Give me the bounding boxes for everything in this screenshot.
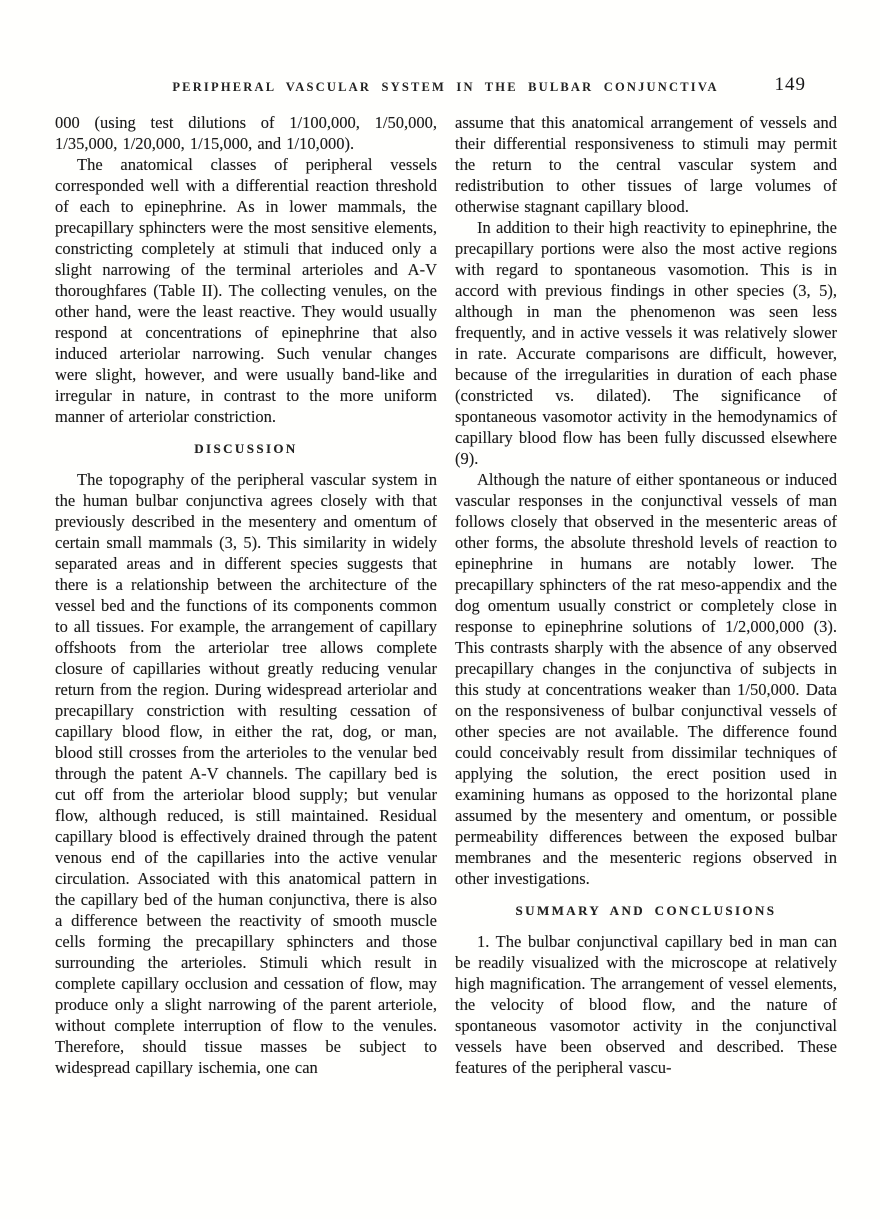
section-heading-summary: SUMMARY AND CONCLUSIONS [515, 903, 777, 918]
paragraph: The anatomical classes of peripheral vessels corresponded well with a differential reaction threshold of each to epinephrine. As in lower mammals, the precapillary sphincters were the most sensitive elements, constricting completely at stimuli that induced only a slight narrowing of the terminal arterioles and A-V thoroughfares (Table II). The collecting venules, on the other hand, were the least reactive. They would usually respond at concentrations of epinephrine that also induced arteriolar narrowing. Such venular changes were slight, however, and were usually band-like and irregular in nature, in contrast to the more uniform manner of arteriolar constriction. [55, 155, 437, 426]
two-column-text-block [55, 112, 837, 1078]
paragraph-continuation: 000 (using test dilutions of 1/100,000, 1/50,000, 1/35,000, 1/20,000, 1/15,000, and 1/10,000). [55, 113, 437, 153]
paragraph: Although the nature of either spontaneous or induced vascular responses in the conjunctival vessels of man follows closely that observed in the mesenteric areas of other forms, the absolute threshold levels of reaction to epinephrine in humans are notably lower. The precapillary sphincters of the rat meso-appendix and the dog omentum usually constrict or completely close in response to epinephrine solutions of 1/2,000,000 (3). This contrasts sharply with the absence of any observed precapillary changes in the conjunctiva of subjects in this study at concentrations weaker than 1/50,000. Data on the responsiveness of bulbar conjunctival vessels of other species are not available. The difference found could conceivably result from dissimilar techniques of applying the solution, the erect position used in examining humans as opposed to the horizontal plane assumed by the mesentery and omentum, or possible permeability differences between the exposed bulbar membranes and the mesenteric regions observed in other investigations. [455, 470, 837, 888]
right-column [455, 112, 837, 1078]
paragraph-numbered-item: 1. The bulbar conjunctival capillary bed in man can be readily visualized with the microscope at relatively high magnification. The arrangement of vessel elements, the velocity of blood flow, and the nature of spontaneous vasomotor activity in the conjunctival vessels have been observed and described. These features of the peripheral vascu- [455, 932, 837, 1077]
page-number: 149 [774, 74, 806, 95]
left-column [55, 112, 437, 1078]
paragraph: In addition to their high reactivity to epinephrine, the precapillary portions were also the most active regions with regard to spontaneous vasomotion. This is in accord with previous findings in other species (3, 5), although in man the phenomenon was seen less frequently, and in active vessels it was relatively slower in rate. Accurate comparisons are difficult, however, because of the irregularities in duration of each phase (constricted vs. dilated). The significance of spontaneous vasomotor activity in the hemodynamics of capillary blood flow has been fully discussed elsewhere (9). [455, 218, 837, 468]
paragraph-continuation: assume that this anatomical arrangement of vessels and their differential responsiveness to stimuli may permit the return to the central vascular system and redistribution to other tissues of large volumes of otherwise stagnant capillary blood. [455, 113, 837, 216]
paragraph: The topography of the peripheral vascular system in the human bulbar conjunctiva agrees closely with that previously described in the mesentery and omentum of certain small mammals (3, 5). This similarity in widely separated areas and in different species suggests that there is a relationship between the architecture of the vessel bed and the functions of its components common to all tissues. For example, the arrangement of capillary offshoots from the arteriolar tree allows complete closure of capillaries without greatly reducing venular return from the region. During widespread arteriolar and precapillary constriction with resulting cessation of capillary blood flow, in either the rat, dog, or man, blood still crosses from the arterioles to the venular bed through the patent A-V channels. The capillary bed is cut off from the arteriolar blood supply; but venular flow, although reduced, is still maintained. Residual capillary blood is effectively drained through the patent venous end of the capillaries into the active venular circulation. Associated with this anatomical pattern in the capillary bed of the human conjunctiva, there is also a difference between the reactivity of smooth muscle cells forming the precapillary sphincters and those surrounding the arterioles. Stimuli which result in complete capillary occlusion and cessation of flow, may produce only a slight narrowing of the parent arteriole, without complete interruption of flow to the venules. Therefore, should tissue masses be subject to widespread capillary ischemia, one can [55, 470, 437, 1077]
section-heading-discussion: DISCUSSION [194, 441, 298, 456]
running-header: PERIPHERAL VASCULAR SYSTEM IN THE BULBAR CONJUNCTIVA [172, 80, 719, 94]
